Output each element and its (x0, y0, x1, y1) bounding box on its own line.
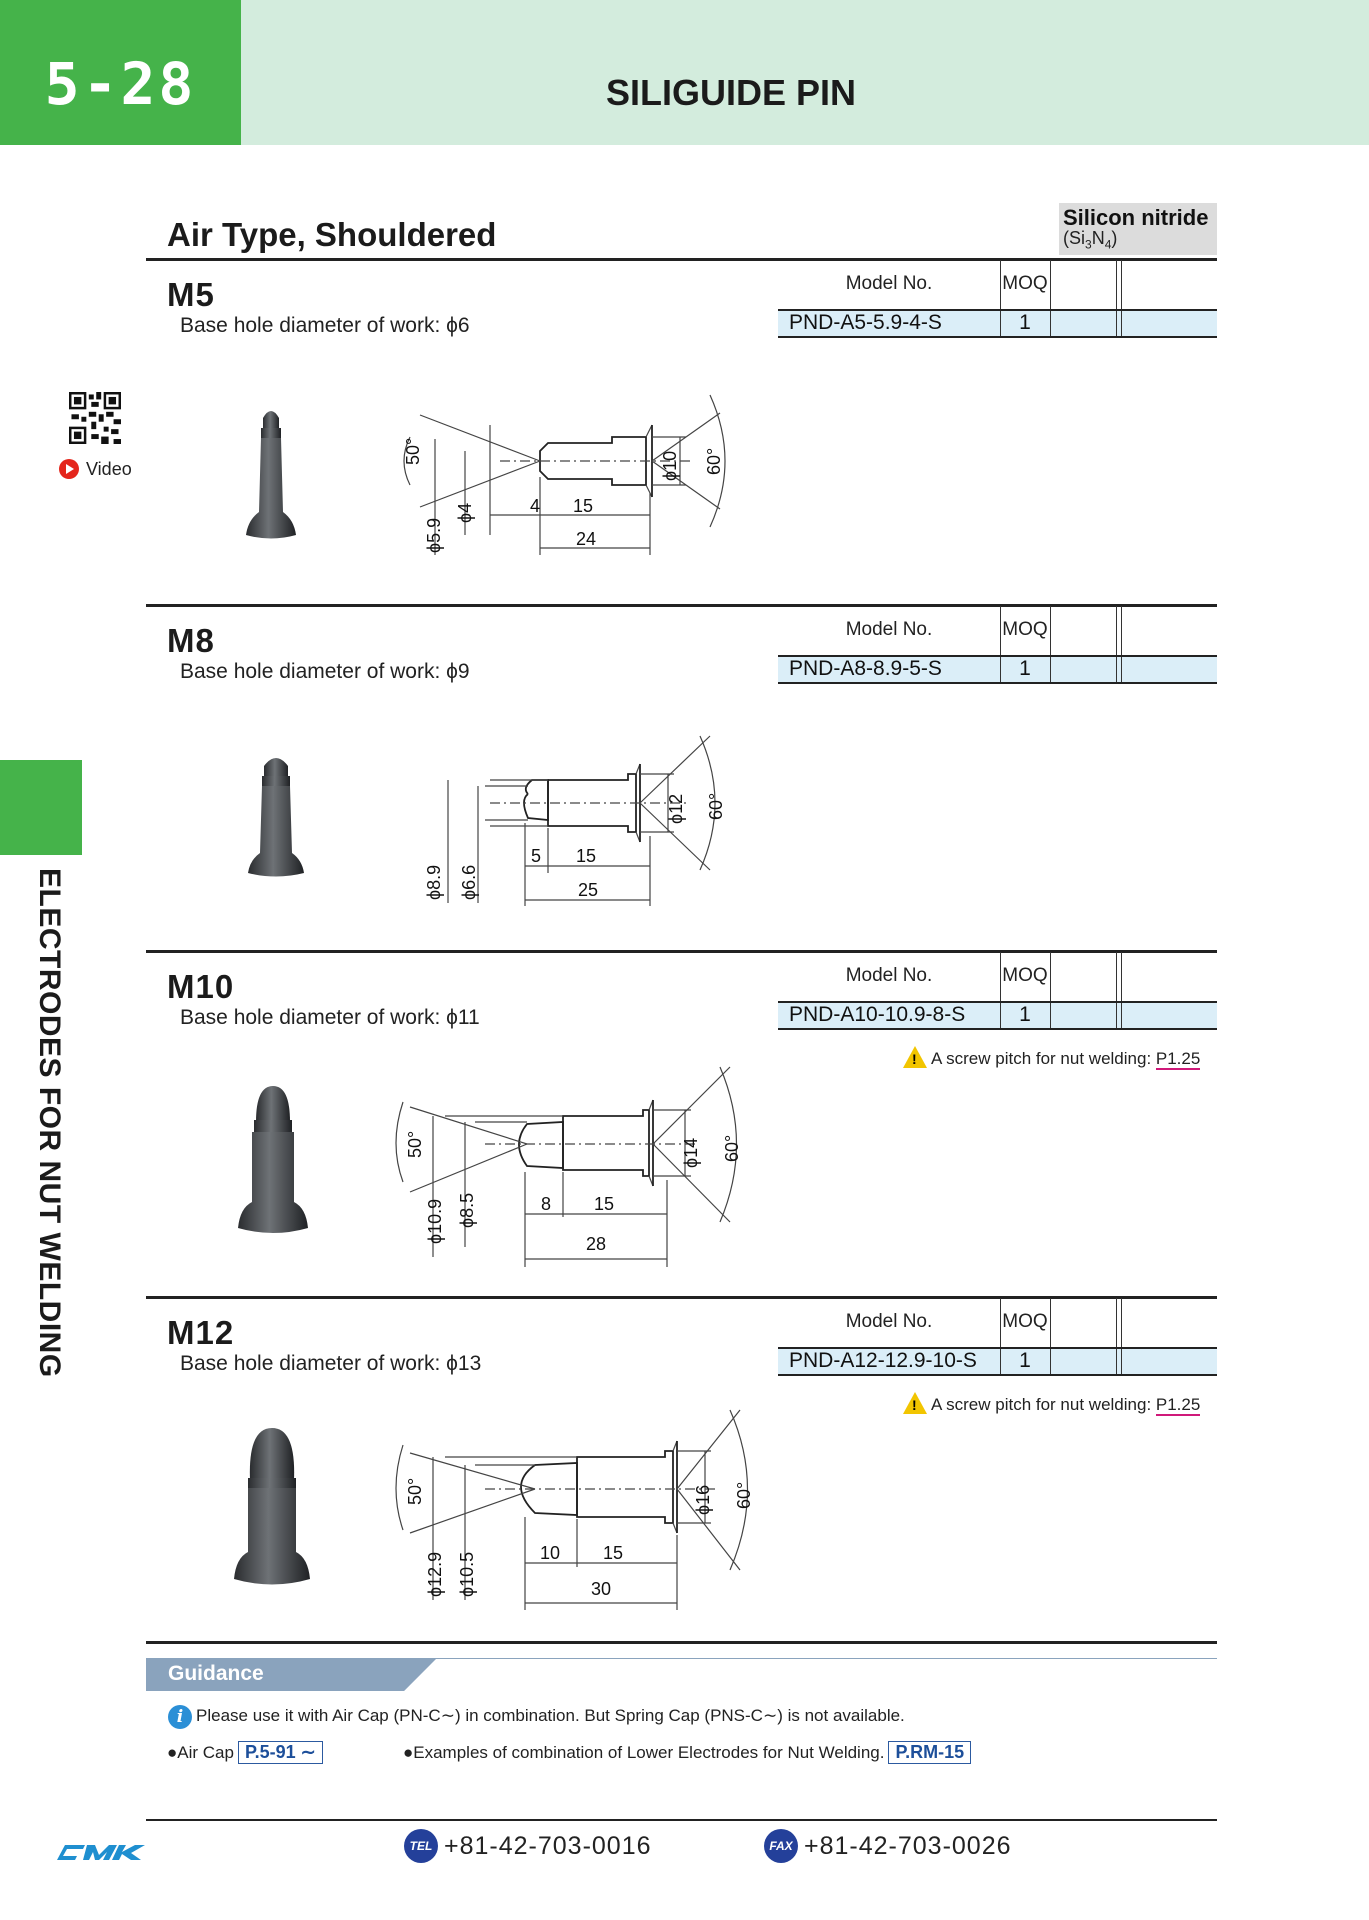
table-rule (778, 1347, 1217, 1349)
play-icon[interactable] (59, 459, 79, 479)
base-hole-text: Base hole diameter of work: ϕ6 (180, 314, 470, 337)
model-header: Model No. (845, 965, 933, 986)
moq-value: 1 (1019, 1349, 1031, 1372)
dim-tip: 8 (541, 1194, 552, 1214)
dim-head: ϕ14 (681, 1137, 701, 1168)
dim-body: 15 (573, 496, 594, 516)
dim-tip: 10 (540, 1543, 561, 1563)
dim-b: ϕ6.6 (459, 864, 479, 900)
moq-header: MOQ (1002, 1311, 1048, 1332)
page-title: SILIGUIDE PIN (605, 72, 857, 113)
fax-number: +81-42-703-0026 (804, 1832, 1012, 1860)
section-title: Air Type, Shouldered (167, 216, 497, 253)
fax-icon: FAX (764, 1829, 798, 1863)
moq-value: 1 (1019, 657, 1031, 680)
table-divider (1000, 606, 1001, 682)
smk-logo (55, 1838, 159, 1868)
block-divider (146, 1296, 1217, 1299)
base-hole-text: Base hole diameter of work: ϕ9 (180, 660, 470, 683)
moq-value: 1 (1019, 311, 1031, 334)
dimension-drawing (390, 385, 750, 560)
dim-b: ϕ10.5 (457, 1551, 477, 1597)
combination-reference: ●Examples of combination of Lower Electrodes for Nut Welding. P.RM-15 (403, 1741, 971, 1764)
dim-total: 25 (578, 880, 599, 900)
table-divider (1000, 1298, 1001, 1374)
dimension-drawing (385, 1062, 755, 1267)
section-divider (146, 258, 1217, 261)
model-header: Model No. (845, 1311, 933, 1332)
block-divider (146, 604, 1217, 607)
model-number: PND-A12-12.9-10-S (789, 1349, 977, 1372)
pin-product-image (230, 1082, 315, 1242)
dim-angle-head: 60° (704, 447, 724, 475)
base-hole-text: Base hole diameter of work: ϕ13 (180, 1352, 482, 1375)
dim-tip: 5 (531, 846, 542, 866)
warning-icon (903, 1046, 927, 1068)
table-divider (1121, 952, 1122, 1028)
dim-head: ϕ16 (693, 1484, 713, 1515)
dim-a: ϕ5.9 (424, 517, 444, 553)
dim-total: 24 (576, 529, 597, 549)
dim-angle-head: 60° (734, 1481, 754, 1509)
pitch-note: !A screw pitch for nut welding: P1.25 (903, 1392, 1200, 1415)
logo-text: SMK (55, 1838, 58, 1839)
dim-head: ϕ10 (660, 450, 680, 481)
info-icon: i (168, 1705, 192, 1729)
dim-head: ϕ12 (666, 793, 686, 824)
guidance-note: Please use it with Air Cap (PN-C∼) in combination. But Spring Cap (PNS-C∼) is not available. (196, 1706, 905, 1725)
dim-angle-tip: 50° (405, 1477, 425, 1505)
dim-angle-head: 60° (706, 792, 726, 820)
table-rule (778, 655, 1217, 657)
moq-header: MOQ (1002, 273, 1048, 294)
size-title: M8 (167, 622, 215, 659)
dim-total: 28 (586, 1234, 607, 1254)
dim-b: ϕ4 (455, 502, 475, 523)
pitch-note: !A screw pitch for nut welding: P1.25 (903, 1046, 1200, 1069)
dim-b: ϕ8.5 (457, 1192, 477, 1228)
table-divider (1000, 260, 1001, 336)
dim-a: ϕ10.9 (425, 1198, 445, 1244)
pin-product-image (236, 400, 306, 550)
model-number: PND-A8-8.9-5-S (789, 657, 942, 680)
dim-a: ϕ8.9 (424, 864, 444, 900)
table-divider (1116, 260, 1117, 336)
air-cap-reference: ●Air Cap P.5-91 ∼ (167, 1741, 323, 1764)
combination-page-link[interactable]: P.RM-15 (888, 1741, 971, 1764)
table-rule (778, 682, 1217, 684)
side-tab (0, 760, 82, 855)
pin-product-image (236, 748, 316, 888)
moq-value: 1 (1019, 1003, 1031, 1026)
model-header: Model No. (845, 273, 933, 294)
block-divider (146, 950, 1217, 953)
dim-angle-tip: 50° (405, 1130, 425, 1158)
dim-angle-head: 60° (722, 1134, 742, 1162)
table-divider (1050, 260, 1051, 336)
dim-body: 15 (576, 846, 597, 866)
size-title: M5 (167, 276, 215, 313)
pin-product-image (226, 1424, 318, 1594)
moq-header: MOQ (1002, 965, 1048, 986)
footer-divider (146, 1819, 1217, 1821)
guidance-underline (146, 1658, 1217, 1659)
table-rule (778, 336, 1217, 338)
table-divider (1116, 606, 1117, 682)
video-link[interactable]: Video (86, 459, 132, 479)
side-tab-label: ELECTRODES FOR NUT WELDING (33, 868, 66, 1378)
dim-a: ϕ12.9 (425, 1551, 445, 1597)
table-rule (778, 309, 1217, 311)
base-hole-text: Base hole diameter of work: ϕ11 (180, 1006, 480, 1029)
table-divider (1121, 1298, 1122, 1374)
moq-header: MOQ (1002, 619, 1048, 640)
air-cap-page-link[interactable]: P.5-91 ∼ (238, 1741, 323, 1764)
material-formula: $(Si_3N_4)$ (1063, 228, 1118, 252)
tel-icon: TEL (404, 1829, 438, 1863)
table-divider (1050, 952, 1051, 1028)
material-name: Silicon nitride (1063, 205, 1209, 230)
tel-number: +81-42-703-0016 (444, 1832, 652, 1860)
table-rule (778, 1001, 1217, 1003)
dim-tip: 4 (530, 496, 541, 516)
model-header: Model No. (845, 619, 933, 640)
model-number: PND-A10-10.9-8-S (789, 1003, 966, 1026)
guidance-divider (146, 1641, 1217, 1644)
dimension-drawing (385, 1405, 765, 1615)
page-number: 5-28 (44, 50, 197, 118)
table-divider (1121, 260, 1122, 336)
table-divider (1121, 606, 1122, 682)
dimension-drawing (400, 728, 740, 913)
size-title: M12 (167, 1314, 235, 1351)
dim-body: 15 (603, 1543, 624, 1563)
guidance-title: Guidance (168, 1662, 264, 1685)
dim-body: 15 (594, 1194, 615, 1214)
warning-icon (903, 1392, 927, 1414)
qr-code-icon[interactable] (69, 392, 121, 444)
table-divider (1050, 606, 1051, 682)
table-rule (778, 1374, 1217, 1376)
table-divider (1116, 1298, 1117, 1374)
table-divider (1116, 952, 1117, 1028)
dim-total: 30 (591, 1579, 612, 1599)
size-title: M10 (167, 968, 235, 1005)
table-divider (1000, 952, 1001, 1028)
model-number: PND-A5-5.9-4-S (789, 311, 942, 334)
table-divider (1050, 1298, 1051, 1374)
table-rule (778, 1028, 1217, 1030)
dim-angle-tip: 50° (403, 437, 423, 465)
